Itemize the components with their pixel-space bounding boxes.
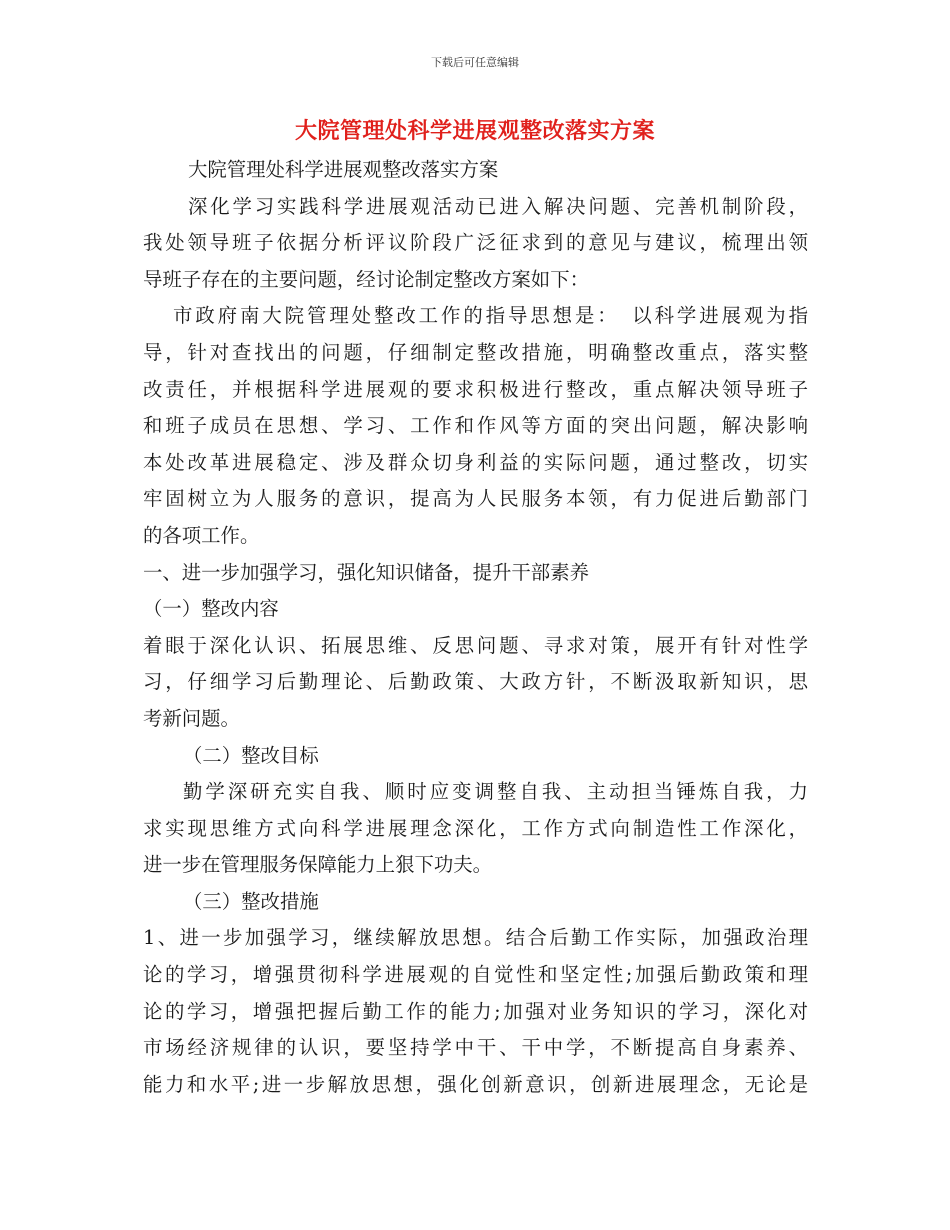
text-line: 考新问题。 [143, 706, 240, 730]
text-line: 导班子存在的主要问题，经讨论制定整改方案如下： [143, 267, 589, 291]
text-line: 着眼于深化认识、拓展思维、反思问题、寻求对策，展开有针对性学 [143, 633, 808, 657]
document-body [143, 152, 808, 1103]
text-line: （二）整改目标 [183, 743, 319, 767]
document-title: 大院管理处科学进展观整改落实方案 [294, 118, 655, 144]
text-line: 论的学习，增强贯彻科学进展观的自觉性和坚定性;加强后勤政策和理 [143, 963, 808, 987]
text-line: 1、进一步加强学习，继续解放思想。结合后勤工作实际，加强政治理 [143, 926, 808, 950]
text-line: 进一步在管理服务保障能力上狠下功夫。 [143, 853, 493, 877]
text-line: 导，针对查找出的问题，仔细制定整改措施，明确整改重点，落实整 [143, 340, 808, 364]
text-line: 能力和水平;进一步解放思想，强化创新意识，创新进展理念，无论是 [143, 1072, 808, 1096]
text-line: 市场经济规律的认识，要坚持学中干、干中学，不断提高自身素养、 [143, 1036, 808, 1060]
text-line: 市政府南大院管理处整改工作的指导思想是： 以科学进展观为指 [173, 304, 808, 328]
text-line: 习，仔细学习后勤理论、后勤政策、大政方针，不断汲取新知识，思 [143, 670, 808, 694]
text-line: 本处改革进展稳定、涉及群众切身利益的实际问题，通过整改，切实 [143, 450, 808, 474]
text-line: 论的学习，增强把握后勤工作的能力;加强对业务知识的学习，深化对 [143, 999, 808, 1023]
text-line: （三）整改措施 [183, 889, 319, 913]
text-line: 大院管理处科学进展观整改落实方案 [188, 158, 499, 181]
text-line: 牢固树立为人服务的意识，提高为人民服务本领，有力促进后勤部门 [143, 487, 808, 511]
text-line: 求实现思维方式向科学进展理念深化，工作方式向制造性工作深化， [143, 816, 808, 840]
header-note: 下载后可任意编辑 [431, 56, 519, 69]
text-line: 我处领导班子依据分析评议阶段广泛征求到的意见与建议，梳理出领 [143, 231, 808, 255]
text-line: 改责任，并根据科学进展观的要求积极进行整改，重点解决领导班子 [143, 377, 808, 401]
text-line: （一）整改内容 [143, 597, 279, 621]
text-line: 深化学习实践科学进展观活动已进入解决问题、完善机制阶段， [188, 194, 808, 218]
text-line: 一、进一步加强学习，强化知识储备，提升干部素养 [143, 560, 589, 584]
text-line: 勤学深研充实自我、顺时应变调整自我、主动担当锤炼自我，力 [183, 780, 808, 804]
text-line: 和班子成员在思想、学习、工作和作风等方面的突出问题，解决影响 [143, 414, 808, 438]
text-line: 的各项工作。 [143, 523, 260, 547]
